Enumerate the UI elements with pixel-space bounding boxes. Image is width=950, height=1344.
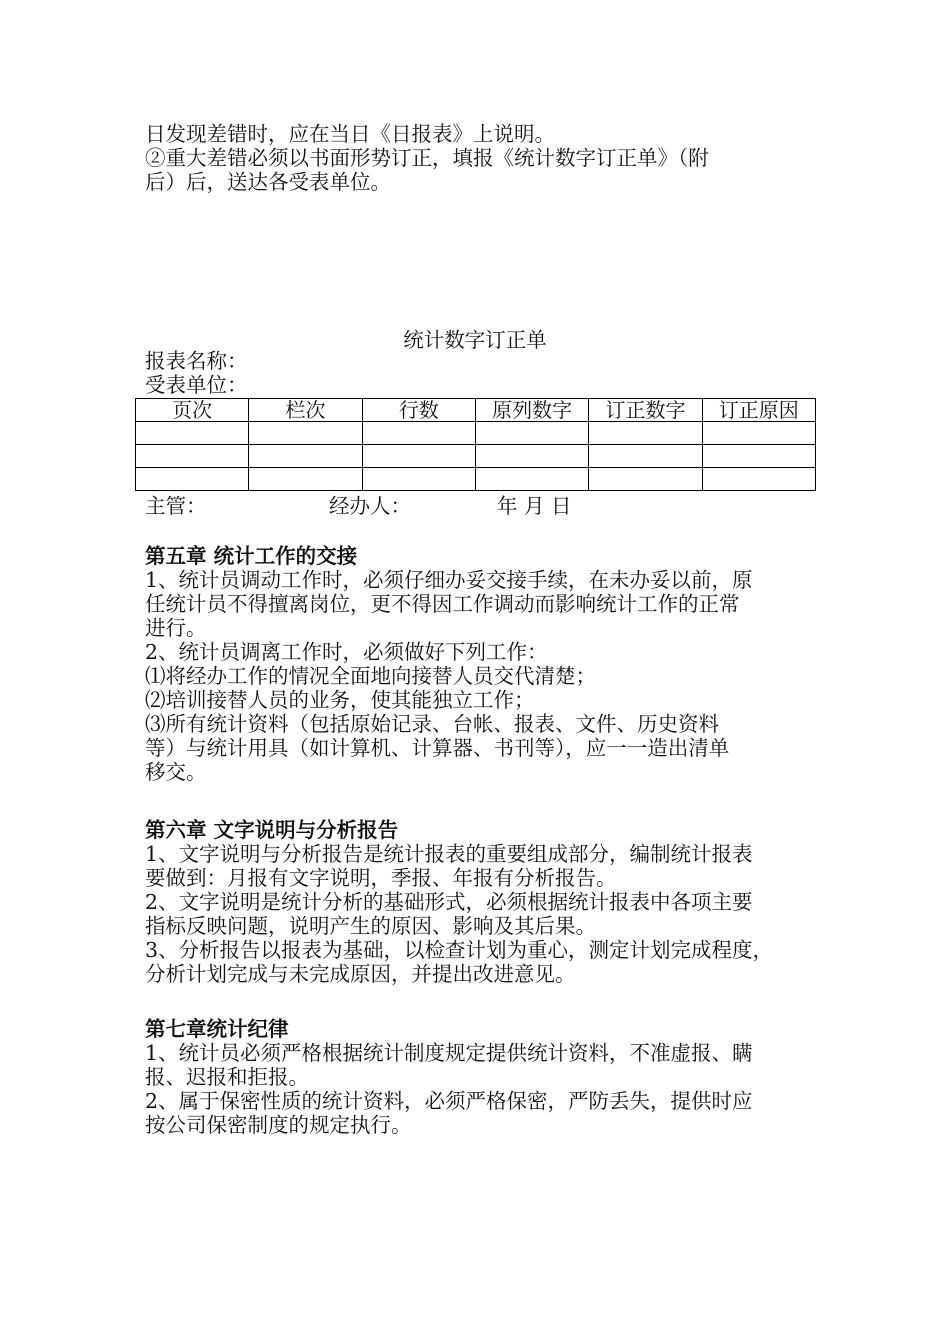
supervisor-label: 主管：	[145, 494, 207, 518]
table-cell	[475, 445, 588, 468]
table-cell	[702, 422, 815, 445]
form-title: 统计数字订正单	[403, 328, 547, 352]
text-line: 进行。	[145, 616, 207, 640]
table-header-row	[136, 399, 816, 422]
intro-paragraph	[145, 122, 820, 194]
column-header: 订正原因	[702, 399, 815, 422]
text-line: 2、文字说明是统计分析的基础形式，必须根据统计报表中各项主要	[145, 890, 753, 914]
report-name-label: 报表名称：	[145, 349, 248, 373]
correction-form-table	[135, 398, 816, 491]
chapter-heading: 第六章 文字说明与分析报告	[145, 818, 399, 842]
column-header: 原列数字	[475, 399, 588, 422]
form-header-fields	[145, 349, 820, 397]
table-cell	[475, 468, 588, 491]
text-line: 3、分析报告以报表为基础，以检查计划为重心，测定计划完成程度，	[145, 938, 774, 962]
text-line: 1、统计员必须严格根据统计制度规定提供统计资料，不准虚报、瞒	[145, 1041, 753, 1065]
chapter-7	[145, 1017, 820, 1137]
date-label: 年 月 日	[497, 494, 572, 518]
text-line: 按公司保密制度的规定执行。	[145, 1113, 412, 1137]
table-cell	[136, 445, 249, 468]
table-cell	[702, 445, 815, 468]
text-line: 1、文字说明与分析报告是统计报表的重要组成部分，编制统计报表	[145, 842, 753, 866]
text-line: 移交。	[145, 760, 207, 784]
table-cell	[589, 422, 702, 445]
text-line: 后）后，送达各受表单位。	[145, 170, 391, 194]
text-line: 报、迟报和拒报。	[145, 1065, 309, 1089]
handler-label: 经办人：	[329, 494, 411, 518]
chapter-heading: 第五章 统计工作的交接	[145, 544, 358, 568]
text-line: 指标反映问题，说明产生的原因、影响及其后果。	[145, 914, 596, 938]
table-cell	[702, 468, 815, 491]
column-header: 栏次	[249, 399, 362, 422]
text-line: 2、属于保密性质的统计资料，必须严格保密，严防丢失，提供时应	[145, 1089, 753, 1113]
table-cell	[249, 422, 362, 445]
text-line: 2、统计员调离工作时，必须做好下列工作：	[145, 640, 548, 664]
text-line: ⑶所有统计资料（包括原始记录、台帐、报表、文件、历史资料	[145, 712, 719, 736]
text-line: 要做到：月报有文字说明，季报、年报有分析报告。	[145, 866, 617, 890]
column-header: 页次	[136, 399, 249, 422]
table-cell	[136, 468, 249, 491]
table-cell	[589, 468, 702, 491]
table-cell	[136, 422, 249, 445]
table-cell	[249, 445, 362, 468]
table-row	[136, 422, 816, 445]
text-line: ②重大差错必须以书面形势订正，填报《统计数字订正单》（附	[145, 146, 709, 170]
text-line: ⑵培训接替人员的业务，使其能独立工作；	[145, 688, 535, 712]
recipient-label: 受表单位：	[145, 373, 248, 397]
text-line: 分析计划完成与未完成原因，并提出改进意见。	[145, 962, 576, 986]
table-row	[136, 468, 816, 491]
text-line: 日发现差错时，应在当日《日报表》上说明。	[145, 122, 555, 146]
table-cell	[589, 445, 702, 468]
table-cell	[249, 468, 362, 491]
table-row	[136, 445, 816, 468]
chapter-6	[145, 818, 820, 986]
table-cell	[362, 468, 475, 491]
column-header: 行数	[362, 399, 475, 422]
table-cell	[475, 422, 588, 445]
text-line: ⑴将经办工作的情况全面地向接替人员交代清楚；	[145, 664, 596, 688]
text-line: 等）与统计用具（如计算机、计算器、书刊等），应一一造出清单	[145, 736, 730, 760]
column-header: 订正数字	[589, 399, 702, 422]
chapter-5	[145, 544, 820, 784]
table-cell	[362, 445, 475, 468]
table-cell	[362, 422, 475, 445]
chapter-heading: 第七章统计纪律	[145, 1017, 289, 1041]
text-line: 任统计员不得擅离岗位，更不得因工作调动而影响统计工作的正常	[145, 592, 740, 616]
text-line: 1、统计员调动工作时，必须仔细办妥交接手续，在未办妥以前，原	[145, 568, 753, 592]
